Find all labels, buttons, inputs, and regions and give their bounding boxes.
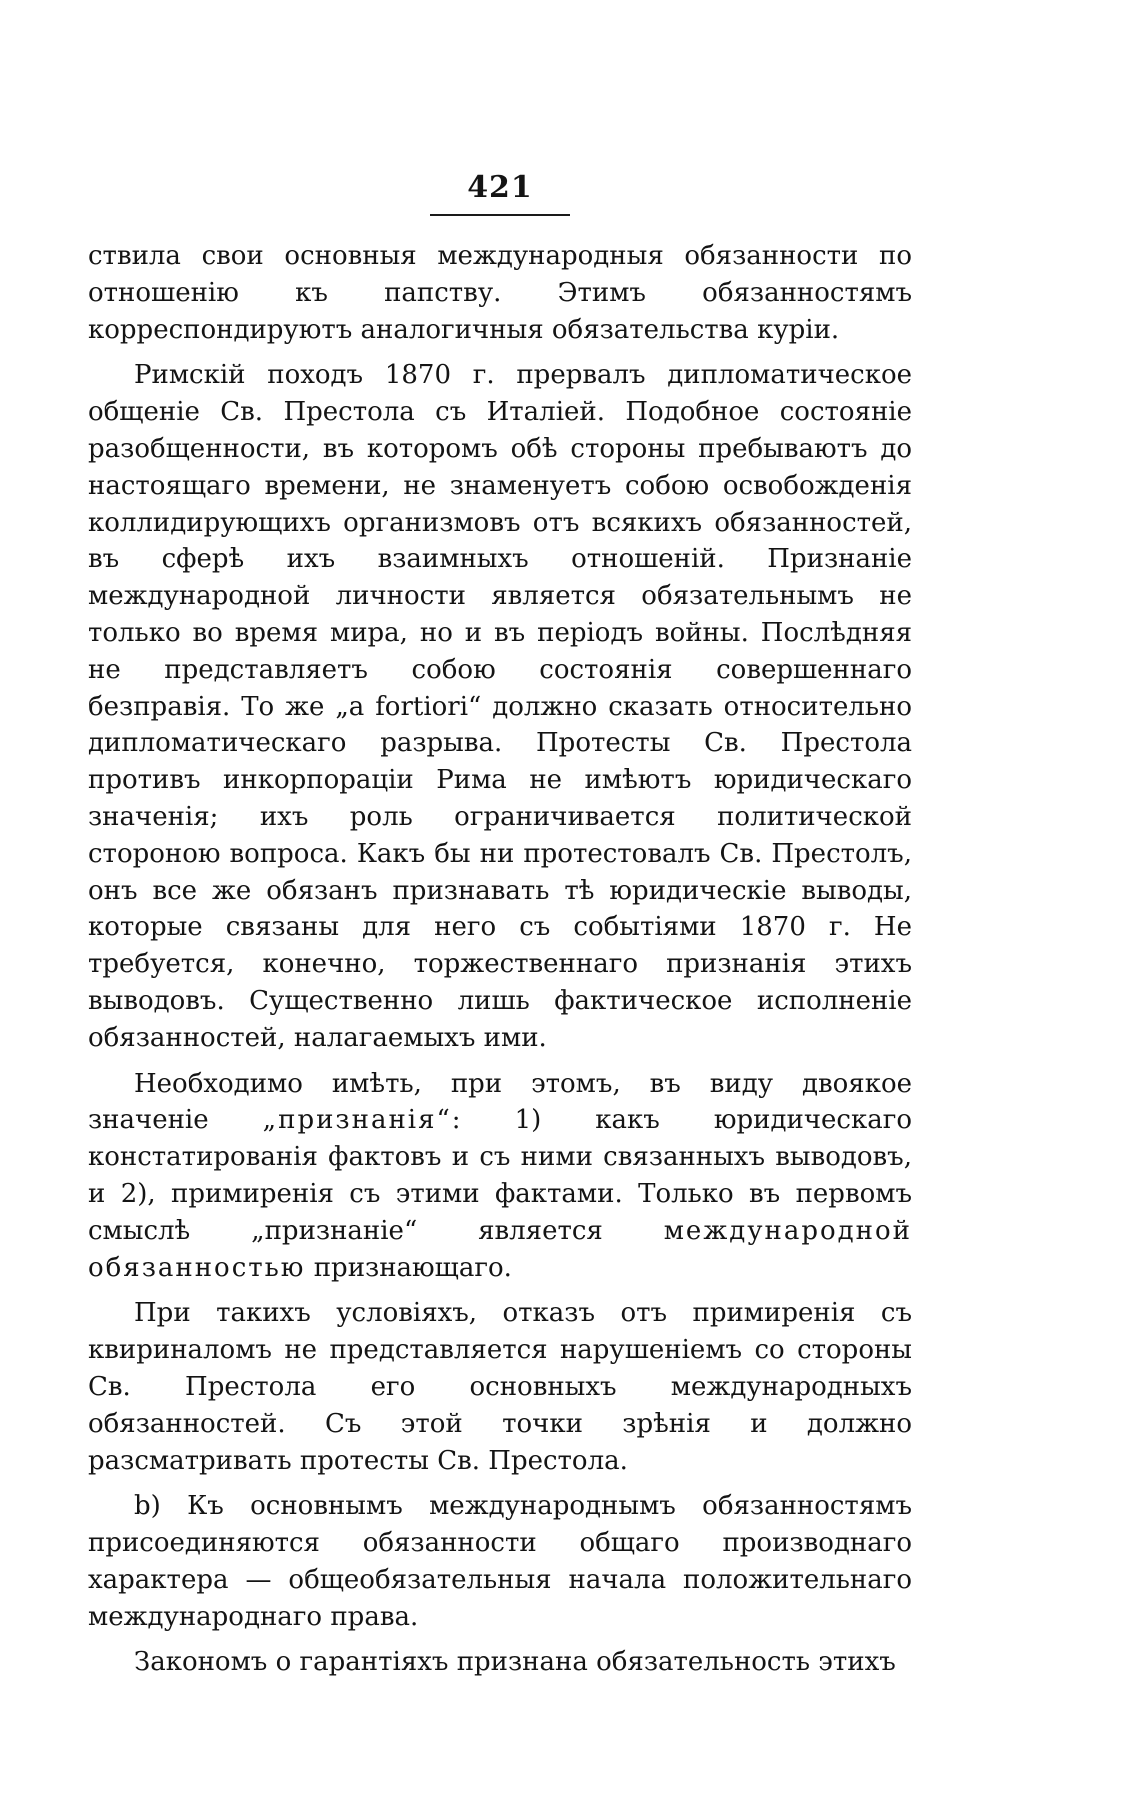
paragraph-derived-obligations: b) Къ основнымъ международнымъ обязанностямъ присоединяются обязанности общаго производнаго характера — общеобязательныя начала положительнаго международнаго права.	[88, 1491, 912, 1632]
page-number: 421	[467, 170, 533, 205]
paragraph-continuation: ствила свои основныя международныя обязанности по отношенію къ папству. Этимъ обязанностямъ корреспондируютъ аналогичныя обязательства куріи.	[88, 241, 912, 345]
paragraph-recognition-meaning	[88, 1066, 912, 1287]
paragraph-law-of-guarantees: Закономъ о гарантіяхъ признана обязательность этихъ	[134, 1647, 896, 1678]
paragraph-roman-campaign: Римскій походъ 1870 г. прервалъ дипломатическое общеніе Св. Престола съ Италіей. Подобное состояніе разобщенности, въ которомъ обѣ стороны пребываютъ до настоящаго времени, не знаменуетъ собою освобожденія коллидирующихъ организмовъ отъ всякихъ обязанностей, въ сферѣ ихъ взаимныхъ отношеній. Признаніе международной личности является обязательнымъ не только во время мира, но и въ періодъ войны. Послѣдняя не представляетъ собою состоянія совершеннаго безправія. То же „a fortiori“ должно сказать относительно дипломатическаго разрыва. Протесты Св. Престола противъ инкорпораціи Рима не имѣютъ юридическаго значенія; ихъ роль ограничивается политической стороною вопроса. Какъ бы ни протестовалъ Св. Престолъ, онъ все же обязанъ признавать тѣ юридическіе выводы, которые связаны для него съ событіями 1870 г. Не требуется, конечно, торжественнаго признанія этихъ выводовъ. Существенно лишь фактическое исполненіе обязанностей, налагаемыхъ ими.	[88, 360, 912, 1053]
body-text	[88, 238, 912, 1690]
paragraph-text-segment: Необходимо имѣть, при этомъ, въ виду двоякое значеніе	[88, 1068, 912, 1136]
paragraph-text-segment: признающаго.	[305, 1252, 512, 1283]
recognition-term: „признанія“	[262, 1105, 452, 1136]
page-header	[430, 168, 570, 208]
paragraph-text-segment: : 1) какъ юридическаго констатированія фактовъ и съ ними связанныхъ выводовъ, и 2), примиренія съ этими фактами. Только въ первомъ смыслѣ „признаніе“ является	[88, 1105, 912, 1246]
emphasized-phrase: международной обязанностью	[88, 1215, 912, 1283]
paragraph-quirinal: При такихъ условіяхъ, отказъ отъ примиренія съ квириналомъ не представляется нарушеніемъ со стороны Св. Престола его основныхъ международныхъ обязанностей. Съ этой точки зрѣнія и должно разсматривать протесты Св. Престола.	[88, 1298, 912, 1476]
header-rule	[430, 214, 570, 216]
